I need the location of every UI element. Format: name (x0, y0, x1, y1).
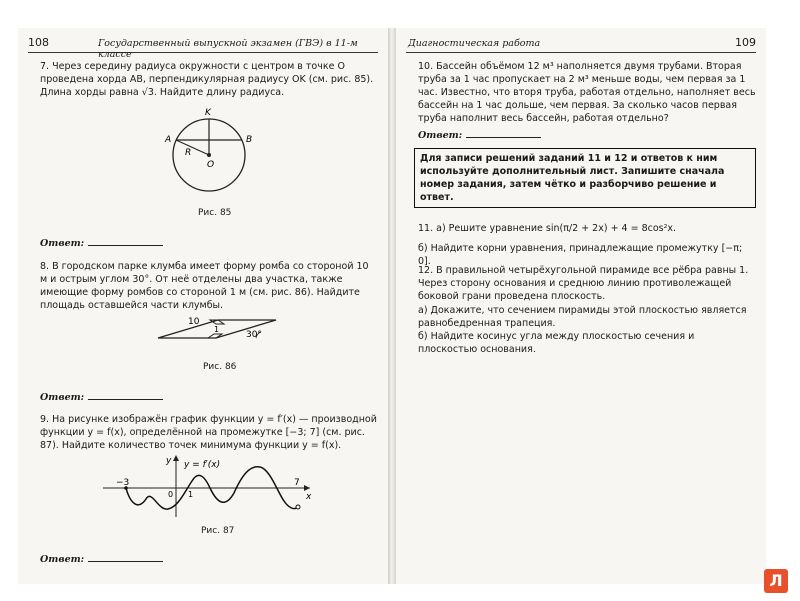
answer-9-line[interactable] (88, 552, 163, 562)
figure-86-caption: Рис. 86 (203, 362, 237, 372)
question-7-text: 7. Через середину радиуса окружности с центром в точке O проведена хорда AB, перпендикулярная радиусу OK (см. рис. 85). Длина хорды равна √3. Найдите длину радиуса. (40, 61, 374, 98)
center-point (207, 153, 211, 157)
question-10-text: 10. Бассейн объёмом 12 м³ наполняется двумя трубами. Вторая труба за 1 час пропускает на 2 м³ меньше воды, чем первая за 1 час. Известно, что вторя труба, работая отдельно, наполняет весь бассейн на 1 час дольше, чем первая. За сколько часов первая труба наполнит весь бассейн, работая отдельно? (418, 61, 756, 124)
figure-87-graph (98, 453, 318, 521)
right-page-number: 109 (735, 36, 756, 49)
answer-8-label: Ответ: (40, 392, 85, 403)
right-page-header (406, 38, 756, 53)
answer-9-label: Ответ: (40, 554, 85, 565)
answer-8[interactable] (40, 390, 163, 403)
answer-7-label: Ответ: (40, 238, 85, 249)
label-o: O (207, 160, 215, 170)
left-page-header (28, 36, 378, 60)
figure-86-rhombus (148, 310, 288, 355)
question-9-text: 9. На рисунке изображён график функции y = f′(x) — производной функции y = f(x), определённой на промежутке [−3; 7] (см. рис. 87). Найдите количество точек минимума функции y = f(x). (40, 414, 377, 451)
instruction-box: Для записи решений заданий 11 и 12 и ответов к ним используйте дополнительный лист. Запишите сначала номер задания, затем чётко и разборчиво решение и ответ. (414, 148, 756, 208)
label-0: 0 (168, 490, 174, 499)
question-12b-text: б) Найдите косинус угла между плоскостью сечения и плоскостью основания. (418, 331, 695, 355)
book-spine (388, 28, 396, 584)
endpoint-right (296, 505, 300, 509)
question-11a-text: 11. а) Решите уравнение sin(π/2 + 2x) + 4 = 8cos²x. (418, 223, 677, 234)
question-8-text: 8. В городском парке клумба имеет форму ромба со стороной 10 м и острым углом 30°. От неё отделены два участка, также имеющие форму ромбов со стороной 1 м (см. рис. 86). Найдите площадь оставшейся части клумбы. (40, 261, 369, 311)
label-30: 30° (246, 330, 262, 340)
answer-7[interactable] (40, 236, 163, 249)
question-12-intro: 12. В правильной четырёхугольной пирамиде все рёбра равны 1. Через сторону основания и среднюю линию противолежащей боковой грани проведена плоскость. (418, 265, 749, 302)
label-func: y = f′(x) (184, 460, 221, 470)
label-a: A (165, 135, 172, 145)
question-11b-text: б) Найдите корни уравнения, принадлежащие промежутку [−π; 0]. (418, 243, 743, 267)
answer-10-label: Ответ: (418, 130, 463, 141)
label-1: 1 (214, 325, 220, 334)
left-page-number: 108 (28, 36, 49, 49)
label-x: x (306, 492, 312, 502)
figure-85-caption: Рис. 85 (198, 208, 232, 218)
label-1: 1 (188, 490, 194, 499)
question-12a-text: а) Докажите, что сечением пирамиды этой плоскостью является равнобедренная трапеция. (418, 305, 747, 329)
right-page (396, 28, 766, 584)
right-header-title: Диагностическая работа (408, 38, 541, 49)
label-y: y (166, 456, 172, 466)
radius-r (176, 140, 209, 155)
answer-10[interactable] (418, 128, 541, 141)
x-axis-arrow (304, 485, 310, 491)
label-b: B (246, 135, 253, 145)
answer-9[interactable] (40, 552, 163, 565)
answer-8-line[interactable] (88, 390, 163, 400)
answer-10-line[interactable] (466, 128, 541, 138)
label-k: K (205, 108, 211, 118)
y-axis-arrow (173, 455, 179, 461)
figure-87-caption: Рис. 87 (201, 526, 235, 536)
publisher-logo: Л (764, 569, 788, 593)
left-header-title: Государственный выпускной экзамен (ГВЭ) в 11-м классе (98, 38, 358, 60)
label-10: 10 (188, 317, 200, 327)
figure-85-circle (163, 103, 263, 203)
label-r: R (185, 148, 192, 158)
left-page (18, 28, 388, 584)
label-minus3: −3 (116, 478, 130, 488)
answer-7-line[interactable] (88, 236, 163, 246)
label-7: 7 (294, 478, 300, 488)
